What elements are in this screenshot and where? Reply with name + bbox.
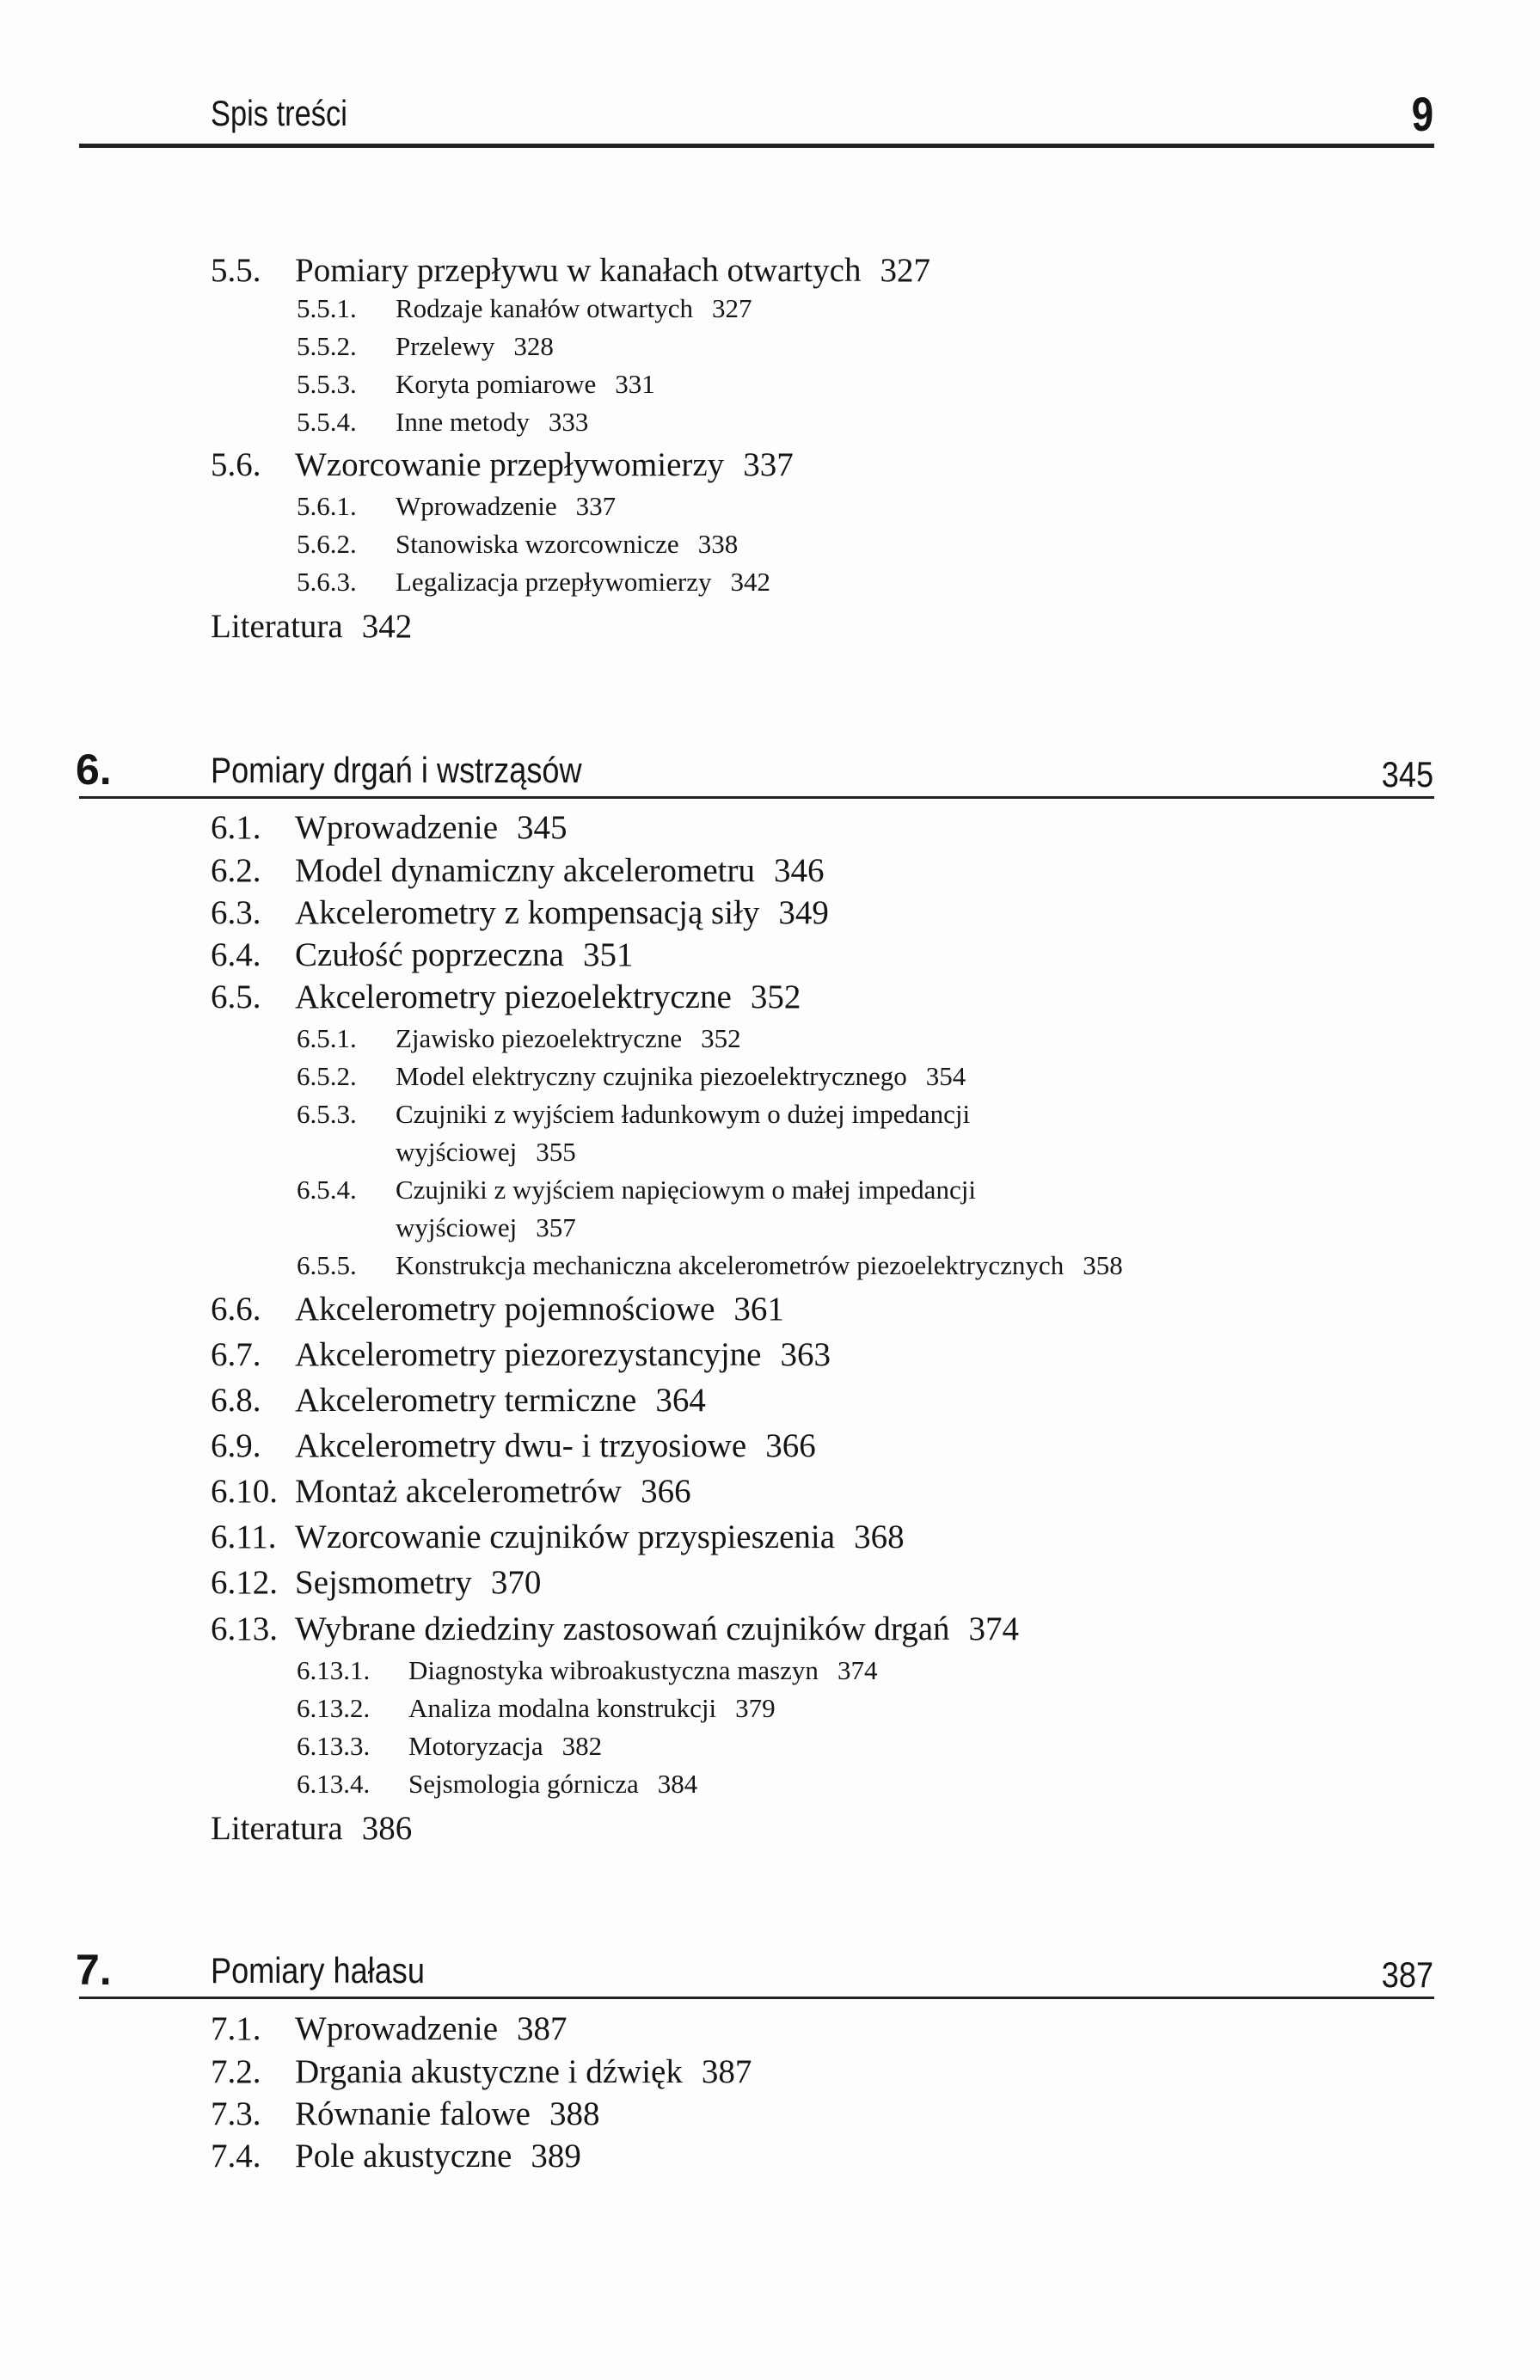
toc-entry-page: 368 [854,1518,905,1555]
toc-entry-number: 7.2. [211,2053,261,2090]
toc-entry-title: Sejsmometry [295,1564,472,1601]
toc-entry-number: 6.4. [211,936,261,973]
toc-entry-title: Wybrane dziedziny zastosowań czujników drgań [295,1610,950,1647]
toc-entry-title-cont: wyjściowej [396,1137,518,1167]
toc-entry-number: 6.2. [211,852,261,889]
toc-entry-title: Stanowiska wzorcownicze [396,529,679,559]
toc-entry-title: Wprowadzenie [396,491,557,521]
toc-entry-title: Wzorcowanie przepływomierzy [295,446,725,483]
toc-entry-page: 352 [750,978,801,1015]
toc-entry-number: 5.6.3. [297,567,357,597]
toc-entry-page: 386 [361,1810,413,1847]
toc-subentry [297,1061,966,1092]
toc-entry-title-cont: wyjściowej [396,1212,518,1242]
toc-entry-title: Wprowadzenie [295,809,499,846]
toc-entry [211,893,829,932]
toc-entry-page: 382 [561,1731,603,1761]
toc-entry-number: 6.5. [211,978,261,1015]
toc-entry-page: 355 [536,1137,576,1167]
toc-entry-title: Diagnostyka wibroakustyczna maszyn [408,1655,819,1685]
toc-entry-page: 342 [361,608,413,645]
toc-subentry-continuation [396,1212,576,1243]
toc-entry-number: 6.5.5. [297,1250,357,1280]
toc-entry-page: 366 [641,1473,691,1510]
toc-entry-page: 331 [615,369,655,399]
toc-entry-title: Rodzaje kanałów otwartych [396,293,694,323]
toc-entry-number: 6.13.3. [297,1731,371,1761]
toc-entry-page: 345 [517,809,568,846]
toc-subentry [297,1693,776,1724]
toc-entry-title: Analiza modalna konstrukcji [408,1693,717,1723]
toc-entry [211,935,633,974]
toc-entry-title: Zjawisko piezoelektryczne [396,1023,683,1053]
toc-entry-title: Równanie falowe [295,2095,531,2132]
chapter-rule [79,796,1434,799]
toc-entry-number: 5.5.4. [297,407,357,437]
toc-entry-page: 352 [701,1023,741,1053]
toc-subentry [297,529,738,560]
toc-entry-page: 327 [712,293,752,323]
toc-entry-page: 327 [880,252,930,289]
toc-entry-title: Wprowadzenie [295,2010,499,2047]
toc-entry-number: 5.6.2. [297,529,357,559]
toc-entry [211,251,930,290]
toc-entry-title: Inne metody [396,407,530,437]
toc-entry-number: 7.3. [211,2095,261,2132]
toc-entry-number: 6.11. [211,1518,277,1555]
toc-entry-number: 5.5.1. [297,293,357,323]
toc-entry-page: 338 [697,529,739,559]
toc-entry-number: 6.12. [211,1564,278,1601]
toc-entry-title: Akcelerometry piezorezystancyjne [295,1336,762,1373]
toc-entry-number: 5.5.3. [297,369,357,399]
toc-entry-page: 388 [549,2095,600,2132]
toc-entry-title: Literatura [211,1810,343,1847]
toc-entry-page: 351 [582,936,634,973]
toc-entry-title: Pomiary przepływu w kanałach otwartych [295,252,862,289]
toc-entry-page: 387 [517,2010,568,2047]
toc-entry-title: Akcelerometry piezoelektryczne [295,978,732,1015]
toc-entry-number: 6.13.2. [297,1693,371,1723]
toc-entry [211,2095,600,2133]
toc-entry-title: Legalizacja przepływomierzy [396,567,712,597]
toc-entry-page: 357 [536,1212,576,1242]
toc-entry-title: Koryta pomiarowe [396,369,597,399]
toc-entry-number: 5.6. [211,446,261,483]
toc-subentry [297,1655,877,1686]
toc-entry-number: 6.5.4. [297,1175,357,1205]
toc-subentry [297,407,588,438]
toc-entry-page: 349 [778,894,829,931]
toc-entry [211,445,794,484]
toc-entry [211,1610,1019,1648]
toc-entry-page: 361 [733,1291,784,1328]
toc-entry-number: 6.5.3. [297,1099,357,1129]
toc-entry [211,1290,784,1328]
chapter-number: 6. [76,745,112,794]
toc-entry-number: 6.5.2. [297,1061,357,1091]
toc-entry-title: Montaż akcelerometrów [295,1473,623,1510]
toc-entry-number: 6.9. [211,1427,261,1464]
toc-entry-title: Sejsmologia górnicza [408,1769,639,1799]
toc-subentry [297,1769,697,1800]
toc-subentry [297,1250,1123,1281]
toc-entry-number: 7.1. [211,2010,261,2047]
toc-entry-title: Akcelerometry dwu- i trzyosiowe [295,1427,747,1464]
toc-entry-page: 387 [701,2053,752,2090]
toc-entry [211,978,801,1016]
toc-entry-title: Akcelerometry termiczne [295,1382,637,1419]
toc-entry [211,1518,905,1556]
toc-subentry [297,567,770,598]
toc-entry [211,1335,831,1374]
toc-entry-page: 337 [743,446,794,483]
toc-entry-title: Drgania akustyczne i dźwięk [295,2053,683,2090]
toc-entry-title: Konstrukcja mechaniczna akcelerometrów piezoelektrycznych [396,1250,1065,1280]
toc-entry-page: 328 [513,331,554,361]
toc-entry [211,2052,752,2091]
toc-entry-title: Model dynamiczny akcelerometru [295,852,755,889]
toc-entry-page: 333 [548,407,589,437]
toc-entry-page: 363 [780,1336,831,1373]
toc-entry-page: 374 [968,1610,1020,1647]
toc-entry-number: 6.8. [211,1382,261,1419]
toc-entry-number: 6.13.4. [297,1769,371,1799]
toc-entry-title: Czułość poprzeczna [295,936,564,973]
toc-entry-title: Akcelerometry pojemnościowe [295,1291,715,1328]
toc-subentry [297,331,554,362]
running-header-title: Spis treści [211,93,347,133]
toc-entry [211,808,568,847]
toc-entry [211,2009,568,2048]
toc-entry-title: Czujniki z wyjściem ładunkowym o dużej impedancji [396,1099,971,1129]
toc-entry-title: Czujniki z wyjściem napięciowym o małej impedancji [396,1175,976,1205]
toc-subentry [297,1023,741,1054]
toc-entry-number: 6.6. [211,1291,261,1328]
toc-subentry [297,1731,602,1762]
toc-subentry [297,369,655,400]
chapter-title: Pomiary drgań i wstrząsów [211,750,582,790]
toc-entry-title: Literatura [211,608,343,645]
chapter-number: 7. [76,1946,112,1994]
toc-subentry [297,1175,976,1205]
toc-literature [211,607,412,646]
chapter-page: 345 [1381,754,1433,794]
toc-literature [211,1809,412,1848]
toc-entry-number: 5.5. [211,252,261,289]
toc-entry-title: Wzorcowanie czujników przyspieszenia [295,1518,836,1555]
toc-subentry [297,1099,970,1130]
toc-entry [211,1381,706,1420]
toc-entry-title: Pole akustyczne [295,2138,512,2175]
toc-entry-page: 346 [773,852,825,889]
toc-entry-number: 5.5.2. [297,331,357,361]
toc-entry-page: 364 [655,1382,706,1419]
toc-entry-number: 6.7. [211,1336,261,1373]
toc-entry-title: Akcelerometry z kompensacją siły [295,894,760,931]
toc-subentry-continuation [396,1137,576,1168]
toc-entry-title: Model elektryczny czujnika piezoelektrycznego [396,1061,907,1091]
toc-entry [211,1472,691,1511]
chapter-title: Pomiary hałasu [211,1950,425,1990]
toc-entry-page: 379 [735,1693,776,1723]
toc-entry-title: Motoryzacja [408,1731,543,1761]
toc-entry-page: 374 [837,1655,878,1685]
toc-entry [211,1563,541,1602]
toc-entry [211,1426,816,1465]
toc-entry-page: 389 [531,2138,581,2175]
toc-entry [211,2137,581,2175]
toc-entry-page: 358 [1083,1250,1123,1280]
toc-entry-page: 342 [730,567,770,597]
toc-entry-number: 5.6.1. [297,491,357,521]
page-number: 9 [1411,87,1433,141]
toc-entry-number: 6.5.1. [297,1023,357,1053]
toc-entry-page: 337 [575,491,617,521]
header-rule [79,144,1434,148]
toc-entry-number: 6.1. [211,809,261,846]
toc-entry-number: 6.10. [211,1473,278,1510]
toc-entry-number: 6.13. [211,1610,278,1647]
toc-entry-page: 370 [490,1564,542,1601]
toc-entry-number: 7.4. [211,2138,261,2175]
chapter-rule [79,1997,1434,1999]
toc-entry-title: Przelewy [396,331,495,361]
toc-entry-page: 384 [657,1769,698,1799]
toc-entry-number: 6.13.1. [297,1655,371,1685]
toc-subentry [297,293,752,324]
toc-entry-number: 6.3. [211,894,261,931]
chapter-page: 387 [1381,1954,1433,1995]
toc-subentry [297,491,616,522]
toc-entry-page: 366 [765,1427,816,1464]
toc-entry [211,851,824,890]
toc-entry-page: 354 [925,1061,966,1091]
